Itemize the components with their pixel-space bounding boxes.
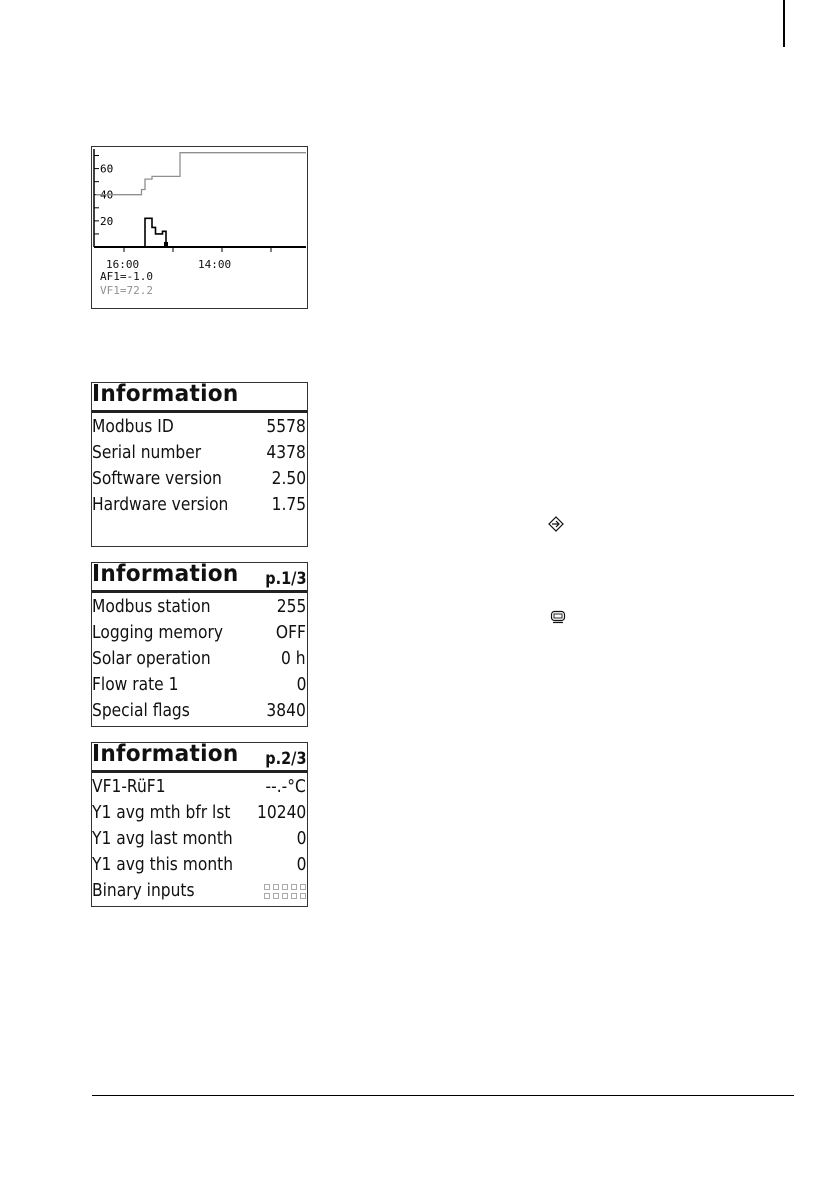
info-row-vf1-ruf1	[92, 773, 307, 799]
row-value: 255	[276, 596, 306, 617]
page-indicator: p.2/3	[264, 749, 306, 769]
enter-key-icon	[548, 516, 564, 532]
info-row-flow-rate-1	[92, 671, 307, 697]
row-value: 0	[296, 674, 306, 695]
af1-readout: AF1=-1.0	[100, 270, 153, 283]
y-tick-label-40: 40	[100, 188, 114, 202]
row-value: 10240	[256, 802, 306, 823]
footer-rule	[92, 1095, 794, 1096]
row-value: 2.50	[271, 468, 306, 489]
display-icon	[550, 610, 566, 624]
row-label: Logging memory	[92, 622, 224, 643]
screen-title: Information	[92, 561, 239, 587]
y-tick-label-20: 20	[100, 214, 114, 228]
row-label: Flow rate 1	[92, 674, 179, 695]
information-screen-basic	[91, 382, 308, 547]
page-indicator: p.1/3	[264, 569, 306, 589]
binary-inputs-indicator	[264, 884, 305, 899]
binary-input-cell	[282, 884, 288, 890]
info-row-hardware-version	[92, 491, 307, 517]
row-value: 3840	[266, 700, 306, 721]
row-label: VF1-RüF1	[92, 776, 166, 797]
information-screen-page-1	[91, 562, 308, 727]
af1-marker	[164, 242, 168, 247]
row-label: Serial number	[92, 442, 202, 463]
row-label: Modbus station	[92, 596, 211, 617]
row-label: Hardware version	[92, 494, 229, 515]
row-value: 4378	[266, 442, 306, 463]
info-row-software-version	[92, 465, 307, 491]
x-tick-label-2: 14:00	[198, 258, 232, 271]
row-value: OFF	[276, 622, 306, 643]
screen-title: Information	[92, 741, 239, 767]
row-label: Y1 avg last month	[92, 828, 233, 849]
info-row-modbus-id	[92, 413, 307, 439]
row-label: Solar operation	[92, 648, 211, 669]
row-label: Y1 avg mth bfr lst	[92, 802, 231, 823]
row-label: Binary inputs	[92, 880, 195, 901]
row-value: 1.75	[271, 494, 306, 515]
info-row-binary-inputs	[92, 877, 307, 903]
info-row-serial-number	[92, 439, 307, 465]
series-line-af1	[96, 218, 306, 247]
x-tick-label-1: 16:00	[106, 258, 140, 271]
binary-input-cell	[291, 884, 297, 890]
binary-input-cell	[273, 893, 279, 899]
binary-input-cell	[273, 884, 279, 890]
info-row-y1-avg-mth-bfr-lst	[92, 799, 307, 825]
row-value: 0	[296, 854, 306, 875]
binary-input-cell	[282, 893, 288, 899]
y-tick-label-60: 60	[100, 162, 114, 176]
binary-input-cell	[291, 893, 297, 899]
row-label: Modbus ID	[92, 416, 174, 437]
info-row-modbus-station	[92, 593, 307, 619]
screen-title: Information	[92, 381, 239, 407]
info-row-y1-avg-last-month	[92, 825, 307, 851]
row-value: --.-°C	[265, 776, 306, 797]
trend-chart	[91, 146, 308, 309]
binary-input-cell	[300, 884, 306, 890]
row-value: 0 h	[281, 648, 306, 669]
binary-input-cell	[300, 893, 306, 899]
screen-header	[92, 383, 307, 413]
series-line-vf1	[96, 153, 306, 195]
info-row-special-flags	[92, 697, 307, 723]
row-label: Software version	[92, 468, 222, 489]
row-value: 0	[296, 828, 306, 849]
binary-input-cell	[264, 884, 270, 890]
row-label: Special flags	[92, 700, 190, 721]
screen-header	[92, 563, 307, 593]
row-value: 5578	[266, 416, 306, 437]
info-row-logging-memory	[92, 619, 307, 645]
info-row-solar-operation	[92, 645, 307, 671]
binary-input-cell	[264, 893, 270, 899]
info-row-y1-avg-this-month	[92, 851, 307, 877]
screen-header	[92, 743, 307, 773]
row-label: Y1 avg this month	[92, 854, 234, 875]
crop-mark	[783, 0, 785, 47]
information-screen-page-2	[91, 742, 308, 907]
vf1-readout: VF1=72.2	[100, 284, 153, 297]
